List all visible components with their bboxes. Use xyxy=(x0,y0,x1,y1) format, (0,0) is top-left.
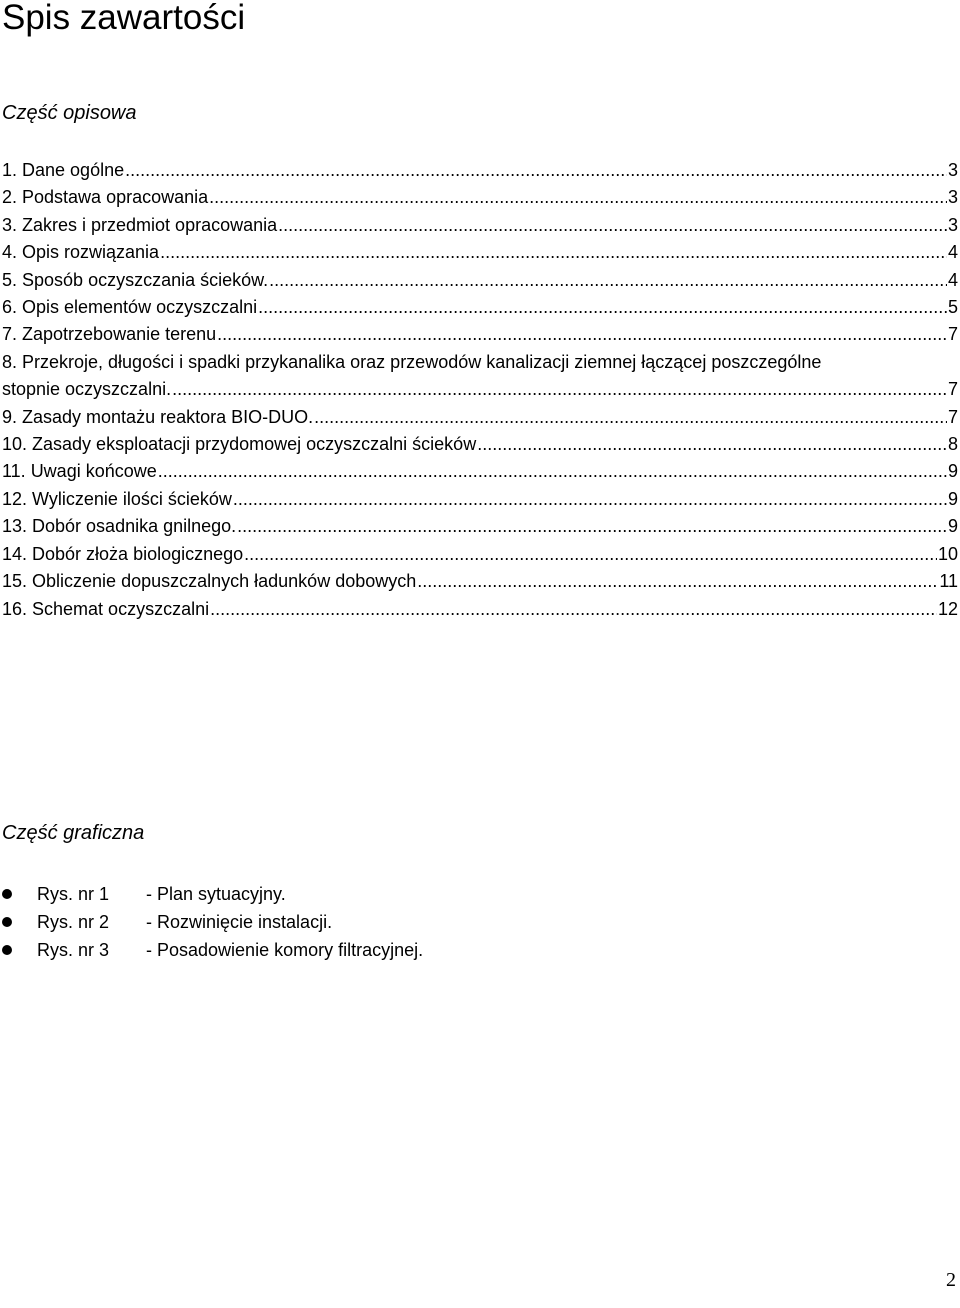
toc-dot-leader xyxy=(417,568,938,595)
toc-entry[interactable] xyxy=(2,541,958,568)
toc-page-number: 9 xyxy=(947,516,958,537)
toc-entry-text: 7. Zapotrzebowanie terenu xyxy=(2,324,217,345)
toc-entry[interactable] xyxy=(2,267,958,294)
toc-entry-text: 14. Dobór złoża biologicznego xyxy=(2,543,244,564)
figure-ref: Rys. nr 2 xyxy=(37,912,110,932)
figure-description: - Plan sytuacyjny. xyxy=(146,884,286,904)
toc-page-number: 4 xyxy=(947,242,958,263)
toc-entry-text: 8. Przekroje, długości i spadki przykanalika oraz przewodów kanalizacji ziemnej łączącej poszczególne xyxy=(2,351,822,372)
page-number: 2 xyxy=(946,1269,956,1291)
toc-dot-leader xyxy=(209,184,947,211)
toc-dot-leader xyxy=(125,157,947,184)
figure-ref: Rys. nr 1 xyxy=(37,884,110,904)
toc-page-number: 9 xyxy=(947,488,958,509)
toc-entry-text: 5. Sposób oczyszczania ścieków. xyxy=(2,269,269,290)
toc-entry-continuation-line xyxy=(2,376,958,403)
toc-entry-continuation: stopnie oczyszczalni. xyxy=(2,379,172,400)
toc-dot-leader xyxy=(269,267,947,294)
toc-entry[interactable] xyxy=(2,184,958,211)
toc-page-number: 9 xyxy=(947,461,958,482)
toc-entry[interactable] xyxy=(2,596,958,623)
toc-entry[interactable] xyxy=(2,239,958,266)
figure-description: - Rozwinięcie instalacji. xyxy=(146,912,333,932)
section-heading-graphic: Część graficzna xyxy=(2,822,145,844)
toc-page-number: 3 xyxy=(947,187,958,208)
toc-dot-leader xyxy=(314,404,947,431)
toc-entry-text: 2. Podstawa opracowania xyxy=(2,187,209,208)
toc-entry-text: 12. Wyliczenie ilości ścieków xyxy=(2,488,232,509)
toc-dot-leader xyxy=(477,431,947,458)
toc-dot-leader xyxy=(278,212,947,239)
toc-page-number: 3 xyxy=(947,160,958,180)
toc-dot-leader xyxy=(237,513,947,540)
toc-entry[interactable] xyxy=(2,212,958,239)
toc-entry-text: 11. Uwagi końcowe xyxy=(2,461,157,482)
toc-page-number: 12 xyxy=(937,598,958,619)
toc-dot-leader xyxy=(258,294,947,321)
toc-page-number: 7 xyxy=(947,406,958,427)
toc-page-number: 10 xyxy=(937,543,958,564)
toc-entry-text: 15. Obliczenie dopuszczalnych ładunków dobowych xyxy=(2,571,417,592)
bullet-icon xyxy=(2,889,12,899)
toc-entry-text: 9. Zasady montażu reaktora BIO-DUO. xyxy=(2,406,314,427)
toc-entry[interactable] xyxy=(2,157,958,184)
toc-entry[interactable] xyxy=(2,431,958,458)
toc-entry-text: 6. Opis elementów oczyszczalni xyxy=(2,297,258,318)
toc-dot-leader xyxy=(244,541,937,568)
table-of-contents xyxy=(2,157,958,623)
section-heading-descriptive: Część opisowa xyxy=(2,102,137,124)
toc-entry-text: 16. Schemat oczyszczalni xyxy=(2,598,210,619)
toc-entry[interactable] xyxy=(2,513,958,540)
figure-description: - Posadowienie komory filtracyjnej. xyxy=(146,940,424,960)
bullet-icon xyxy=(2,917,12,927)
toc-dot-leader xyxy=(210,596,937,623)
toc-entry[interactable] xyxy=(2,486,958,513)
toc-entry[interactable] xyxy=(2,349,958,404)
toc-page-number: 7 xyxy=(947,324,958,345)
page-title: Spis zawartości xyxy=(2,0,246,37)
toc-entry-text: 10. Zasady eksploatacji przydomowej oczyszczalni ścieków xyxy=(2,434,477,455)
bullet-icon xyxy=(2,945,12,955)
toc-entry-text: 13. Dobór osadnika gnilnego. xyxy=(2,516,237,537)
toc-page-number: 8 xyxy=(947,434,958,455)
toc-dot-leader xyxy=(217,321,947,348)
toc-entry[interactable] xyxy=(2,458,958,485)
toc-page-number: 7 xyxy=(947,379,958,400)
toc-page-number: 3 xyxy=(947,214,958,235)
toc-entry[interactable] xyxy=(2,568,958,595)
toc-dot-leader xyxy=(172,376,947,403)
figure-ref: Rys. nr 3 xyxy=(37,940,110,960)
toc-entry-text: 1. Dane ogólne xyxy=(2,160,125,180)
toc-dot-leader xyxy=(233,486,947,513)
toc-page-number: 5 xyxy=(947,297,958,318)
toc-entry[interactable] xyxy=(2,294,958,321)
toc-dot-leader xyxy=(160,239,947,266)
toc-page-number: 11 xyxy=(939,571,958,592)
toc-entry[interactable] xyxy=(2,404,958,431)
toc-dot-leader xyxy=(158,458,947,485)
toc-entry-text: 4. Opis rozwiązania xyxy=(2,242,160,263)
toc-entry-text: 3. Zakres i przedmiot opracowania xyxy=(2,214,278,235)
toc-entry[interactable] xyxy=(2,321,958,348)
toc-page-number: 4 xyxy=(947,269,958,290)
